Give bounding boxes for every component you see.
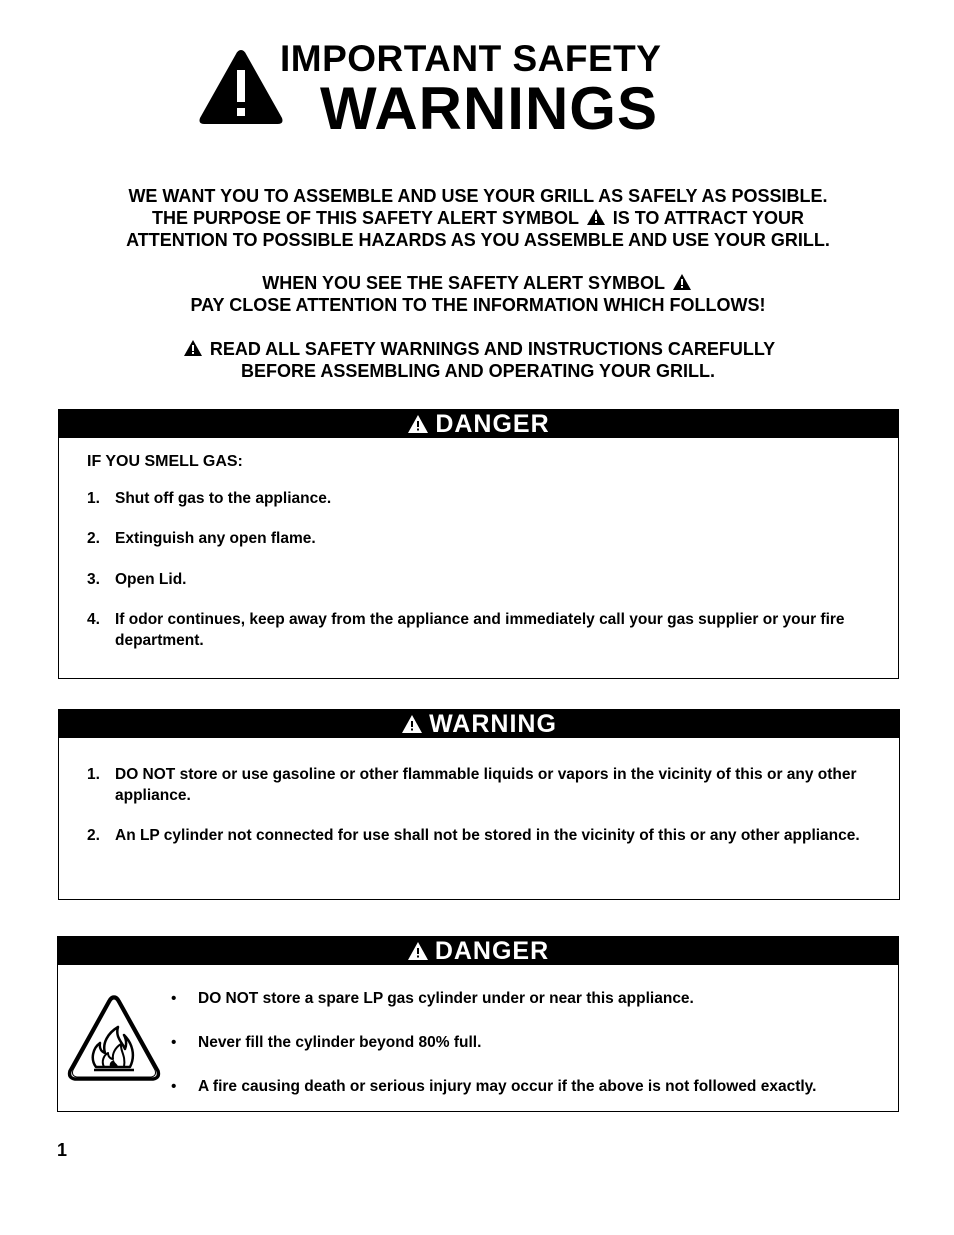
item-text: Never fill the cylinder beyond 80% full. — [198, 1034, 482, 1051]
bullet-marker: • — [171, 990, 177, 1007]
item-text: Shut off gas to the appliance. — [115, 490, 332, 507]
item-text: DO NOT store a spare LP gas cylinder under or near this appliance. — [198, 990, 694, 1007]
page-header — [196, 38, 756, 142]
list-item — [168, 989, 878, 1033]
item-number: 1. — [87, 766, 100, 783]
item-number: 2. — [87, 827, 100, 844]
intro-line: WE WANT YOU TO ASSEMBLE AND USE YOUR GRILL AS SAFELY AS POSSIBLE. — [128, 186, 828, 206]
item-number: 4. — [87, 611, 100, 628]
item-text: Open Lid. — [115, 571, 187, 588]
danger-box-gas-smell — [58, 409, 899, 679]
item-text: Extinguish any open flame. — [115, 530, 316, 547]
warning-triangle-icon — [196, 46, 286, 128]
list-item — [87, 764, 871, 825]
title-line-1: IMPORTANT SAFETY — [280, 38, 662, 79]
item-text: A fire causing death or serious injury may occur if the above is not followed exactly. — [198, 1078, 817, 1095]
intro-paragraph-3 — [60, 338, 896, 382]
warning-triangle-icon — [401, 714, 423, 734]
bullet-marker: • — [171, 1078, 177, 1095]
safety-alert-icon — [183, 339, 203, 357]
page-number: 1 — [57, 1140, 68, 1160]
list-item — [87, 825, 871, 846]
intro-line — [60, 207, 896, 229]
danger-header — [59, 410, 898, 438]
list-item — [168, 1033, 878, 1077]
list-item — [87, 488, 870, 528]
warning-header-label: WARNING — [429, 709, 557, 738]
list-item — [87, 528, 870, 569]
warning-header — [59, 710, 899, 738]
intro-text: WHEN YOU SEE THE SAFETY ALERT SYMBOL — [262, 273, 665, 293]
intro-paragraph-1 — [60, 185, 896, 251]
danger-header-label: DANGER — [434, 936, 550, 965]
gas-smell-steps — [87, 488, 870, 651]
intro-line — [60, 338, 896, 360]
item-number: 2. — [87, 530, 100, 547]
danger-box-lp-cylinder — [57, 936, 899, 1112]
list-item — [87, 569, 870, 609]
intro-text: THE PURPOSE OF THIS SAFETY ALERT SYMBOL — [151, 208, 579, 228]
warning-items — [87, 764, 871, 846]
danger-header — [58, 937, 898, 965]
intro-text: IS TO ATTRACT YOUR — [612, 208, 805, 228]
intro-line: BEFORE ASSEMBLING AND OPERATING YOUR GRILL. — [240, 361, 716, 381]
list-item — [168, 1077, 878, 1121]
item-text: An LP cylinder not connected for use shall not be stored in the vicinity of this or any other appliance. — [115, 827, 860, 844]
safety-alert-icon — [586, 208, 606, 226]
item-number: 1. — [87, 490, 100, 507]
intro-line — [60, 272, 896, 294]
lp-cylinder-rules — [168, 989, 878, 1121]
item-text: DO NOT store or use gasoline or other flammable liquids or vapors in the vicinity of this or any other appliance. — [115, 766, 857, 804]
intro-line: ATTENTION TO POSSIBLE HAZARDS AS YOU ASSEMBLE AND USE YOUR GRILL. — [126, 230, 830, 250]
warning-triangle-icon — [407, 414, 429, 434]
safety-alert-icon — [672, 273, 692, 291]
fire-hazard-icon — [66, 993, 162, 1083]
warning-triangle-icon — [407, 941, 429, 961]
bullet-marker: • — [171, 1034, 177, 1051]
danger-header-label: DANGER — [435, 409, 550, 438]
item-number: 3. — [87, 571, 100, 588]
item-text: If odor continues, keep away from the appliance and immediately call your gas supplier or your fire department. — [115, 611, 845, 649]
list-item — [87, 609, 870, 651]
title-line-2: WARNINGS — [320, 75, 658, 142]
intro-paragraph-2 — [60, 272, 896, 316]
gas-smell-heading: IF YOU SMELL GAS: — [87, 453, 243, 470]
warning-box-flammables — [58, 709, 900, 900]
intro-line: PAY CLOSE ATTENTION TO THE INFORMATION WHICH FOLLOWS! — [190, 295, 766, 315]
intro-text: READ ALL SAFETY WARNINGS AND INSTRUCTIONS CAREFULLY — [209, 339, 776, 359]
